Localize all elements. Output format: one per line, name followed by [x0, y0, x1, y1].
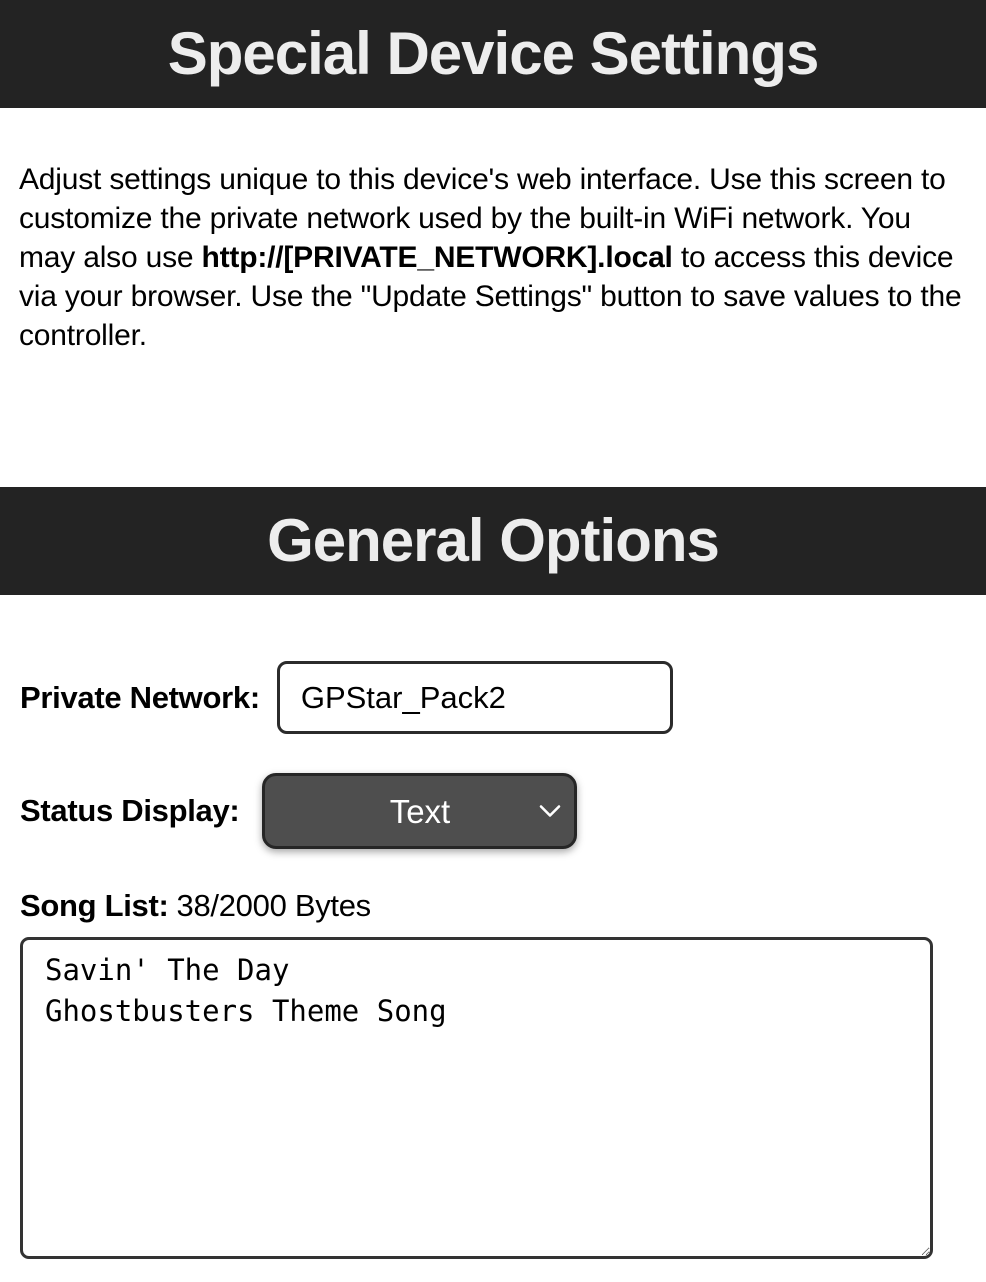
general-options-form — [0, 661, 986, 1259]
song-list-row — [20, 888, 966, 924]
private-network-label: Private Network: — [20, 679, 260, 715]
status-display-row — [20, 773, 966, 849]
song-list-usage: 38/2000 Bytes — [176, 888, 371, 923]
section-title-general-options: General Options — [0, 487, 986, 595]
intro-private-network-url: http://[PRIVATE_NETWORK].local — [201, 241, 673, 274]
status-display-label: Status Display: — [20, 793, 240, 828]
private-network-row — [20, 661, 966, 734]
song-list-label: Song List: — [20, 888, 169, 923]
status-display-select[interactable] — [262, 773, 577, 849]
intro-text-part1: Adjust settings unique to this device's web interface. Use this screen to customize the private network used by the built-in WiFi network. You may also use — [19, 163, 946, 274]
song-list-textarea[interactable] — [20, 937, 933, 1259]
private-network-input[interactable] — [277, 661, 673, 734]
intro-paragraph — [19, 160, 966, 355]
intro-text-part2: to access this device via your browser. Use the "Update Settings" button to save values to the controller. — [19, 241, 962, 352]
page-title: Special Device Settings — [0, 0, 986, 108]
status-display-select-wrap — [262, 773, 577, 849]
